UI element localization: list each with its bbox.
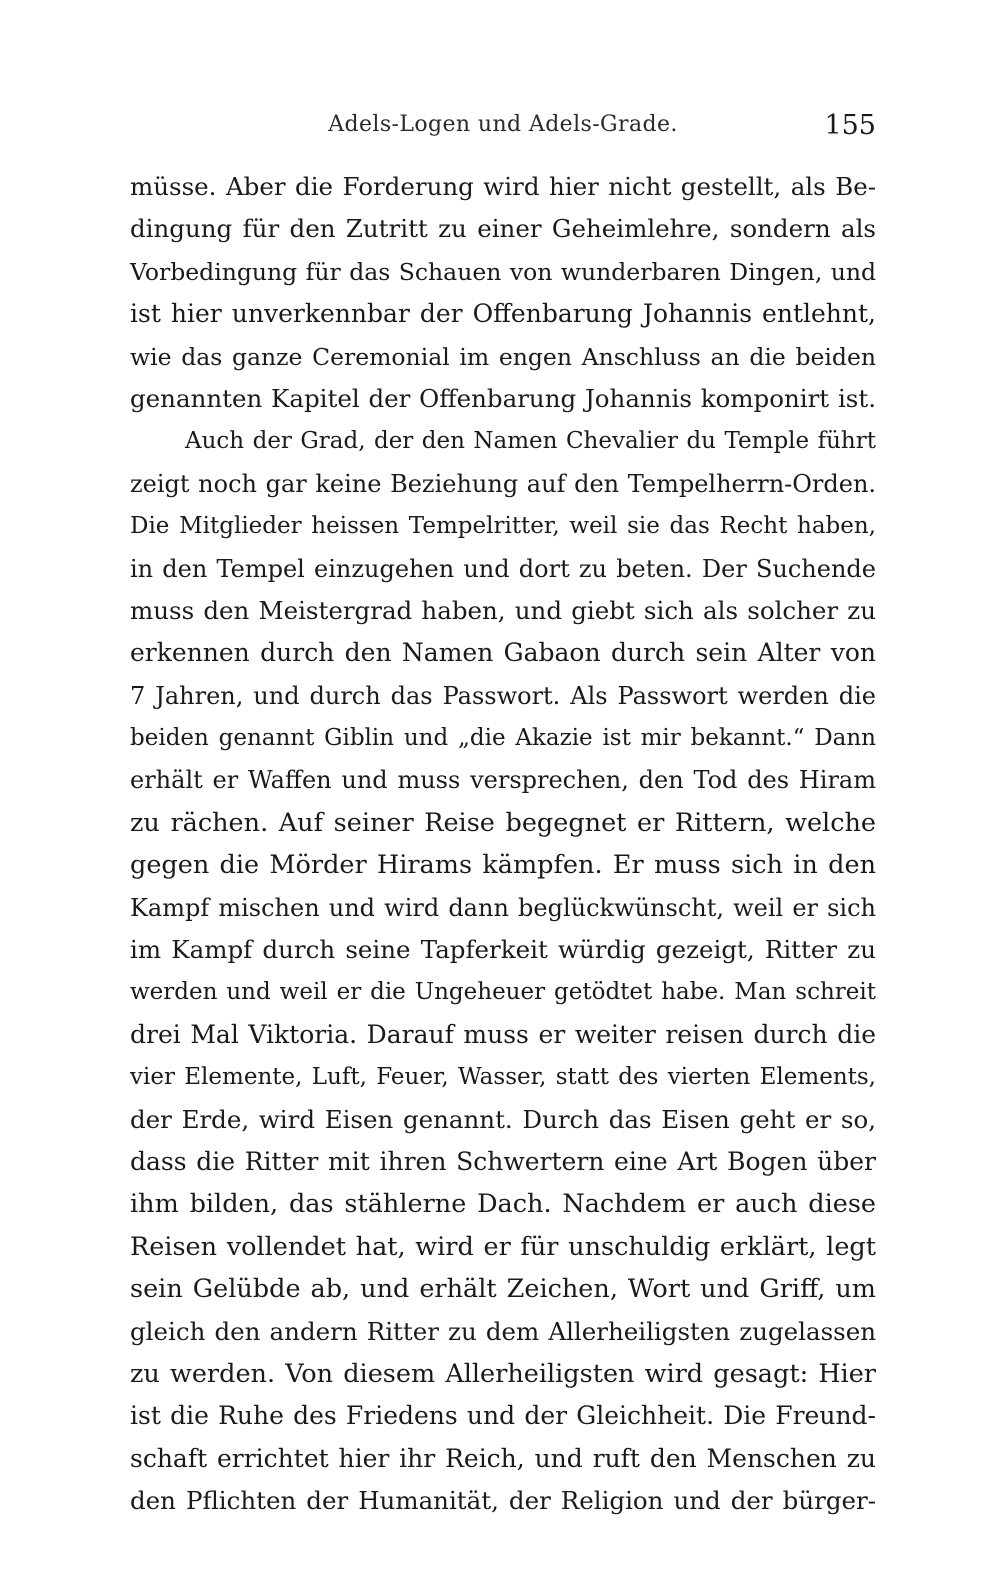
text-line: zu werden. Von diesem Allerheiligsten wird gesagt: Hier <box>130 1358 876 1389</box>
text-line: im Kampf durch seine Tapferkeit würdig gezeigt, Ritter zu <box>130 935 876 965</box>
text-line: der Erde, wird Eisen genannt. Durch das Eisen geht er so, <box>130 1104 876 1134</box>
text-line: wie das ganze Ceremonial im engen Anschluss an die beiden <box>130 342 876 371</box>
text-line: dingung für den Zutritt zu einer Geheimlehre, sondern als <box>130 214 876 244</box>
text-line: ist die Ruhe des Friedens und der Gleichheit. Die Freund- <box>130 1401 876 1431</box>
text-line: beiden genannt Giblin und „die Akazie ist mir bekannt.“ Dann <box>130 725 876 752</box>
text-line: in den Tempel einzugehen und dort zu beten. Der Suchende <box>130 554 876 583</box>
text-line: genannten Kapitel der Offenbarung Johannis komponirt ist. <box>130 383 876 413</box>
paragraph-start-line: Auch der Grad, der den Namen Chevalier du Temple führt <box>185 428 876 455</box>
text-line: sein Gelübde ab, und erhält Zeichen, Wort und Griff, um <box>130 1274 876 1305</box>
text-line: dass die Ritter mit ihren Schwertern eine Art Bogen über <box>130 1146 876 1176</box>
text-line: ist hier unverkennbar der Offenbarung Johannis entlehnt, <box>130 299 876 329</box>
text-line: zu rächen. Auf seiner Reise begegnet er Rittern, welche <box>130 807 876 838</box>
text-line: ihm bilden, das stählerne Dach. Nachdem er auch diese <box>130 1189 876 1220</box>
text-line: werden und weil er die Ungeheuer getödtet habe. Man schreit <box>130 979 876 1006</box>
text-line: erkennen durch den Namen Gabaon durch sein Alter von <box>130 638 876 668</box>
text-line: Kampf mischen und wird dann beglückwünscht, weil er sich <box>130 893 876 922</box>
running-header <box>130 112 876 152</box>
text-line: Die Mitglieder heissen Tempelritter, weil sie das Recht haben, <box>130 513 876 540</box>
text-line: vier Elemente, Luft, Feuer, Wasser, statt des vierten Elements, <box>130 1064 876 1091</box>
text-line: den Pflichten der Humanität, der Religion und der bürger- <box>130 1486 876 1516</box>
text-line: 7 Jahren, und durch das Passwort. Als Passwort werden die <box>130 681 876 710</box>
text-line: müsse. Aber die Forderung wird hier nicht gestellt, als Be- <box>130 172 876 201</box>
text-line: Reisen vollendet hat, wird er für unschuldig erklärt, legt <box>130 1231 876 1262</box>
page-number: 155 <box>824 110 876 141</box>
text-line: zeigt noch gar keine Beziehung auf den Tempelherrn-Orden. <box>130 469 877 498</box>
text-line: schaft errichtet hier ihr Reich, und ruft den Menschen zu <box>130 1443 876 1473</box>
text-line: gegen die Mörder Hirams kämpfen. Er muss sich in den <box>130 850 876 881</box>
text-line: erhält er Waffen und muss versprechen, den Tod des Hiram <box>130 766 876 795</box>
body-text <box>130 166 876 1523</box>
text-line: Vorbedingung für das Schauen von wunderbaren Dingen, und <box>130 257 877 286</box>
running-title: Adels-Logen und Adels-Grade. <box>328 112 678 137</box>
text-line: drei Mal Viktoria. Darauf muss er weiter reisen durch die <box>130 1019 876 1049</box>
text-line: gleich den andern Ritter zu dem Allerheiligsten zugelassen <box>130 1316 876 1346</box>
text-line: muss den Meistergrad haben, und giebt sich als solcher zu <box>130 595 876 625</box>
